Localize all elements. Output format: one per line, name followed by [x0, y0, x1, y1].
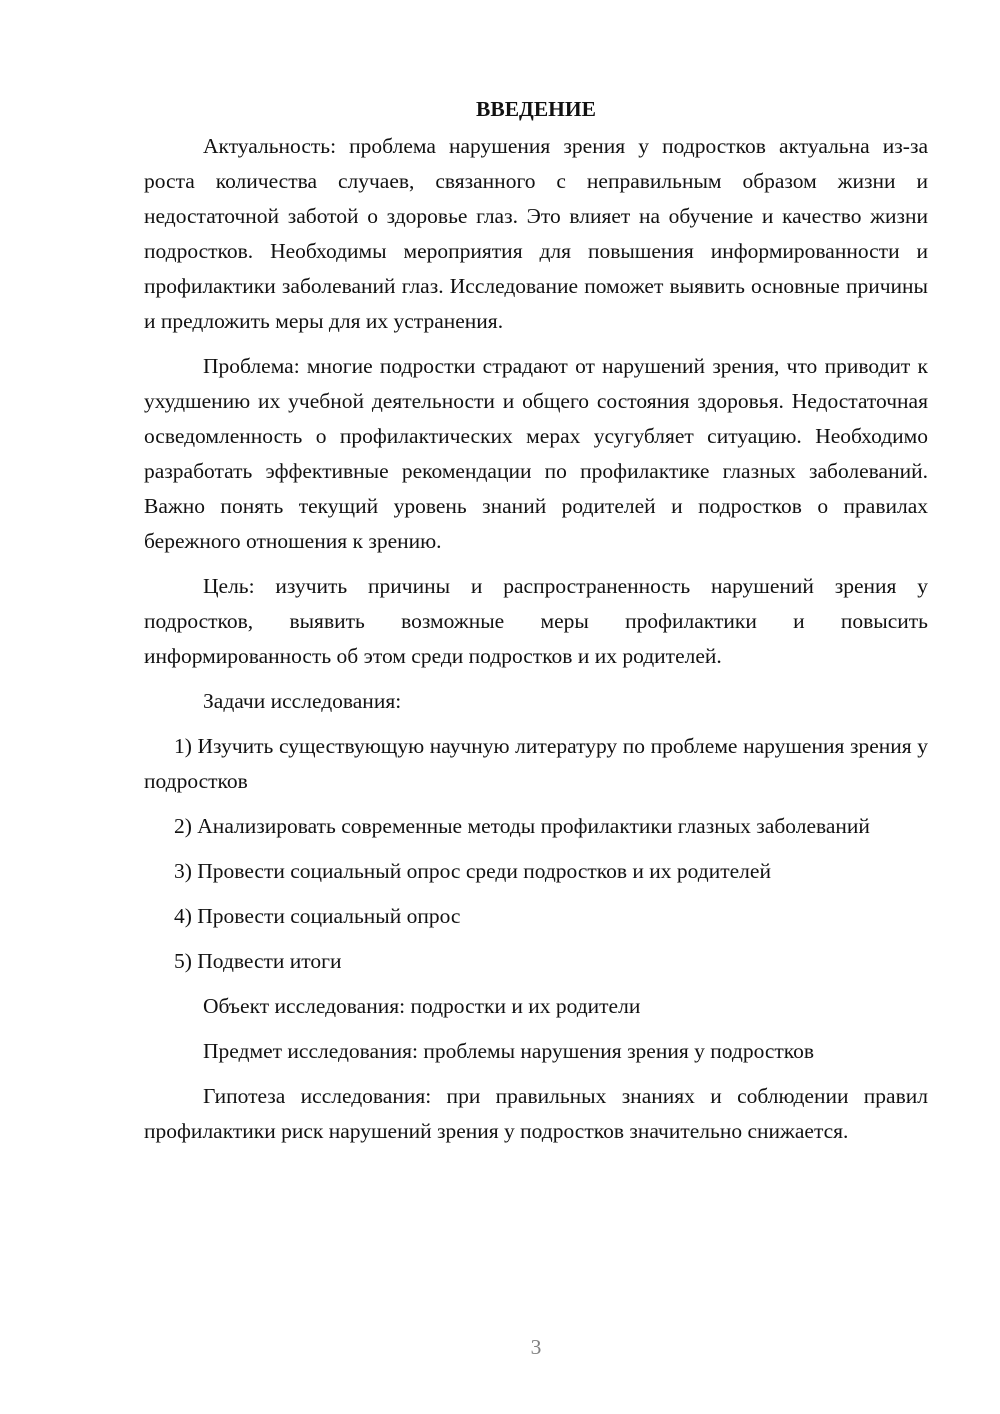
task-item: 5) Подвести итоги	[174, 949, 342, 973]
task-item: 2) Анализировать современные методы профилактики глазных заболеваний	[174, 814, 870, 838]
object-paragraph: Объект исследования: подростки и их родители	[203, 994, 641, 1018]
subject-paragraph: Предмет исследования: проблемы нарушения зрения у подростков	[203, 1039, 815, 1063]
task-item: 4) Провести социальный опрос	[174, 904, 461, 928]
relevance-paragraph: Актуальность: проблема нарушения зрения у подростков актуальна из-за роста количества случаев, связанного с неправильным образом жизни и недостаточной заботой о здоровье глаз. Это влияет на обучение и качество жизни подростков. Необходимы мероприятия для повышения информированности и профилактики заболеваний глаз. Исследование поможет выявить основные причины и предложить меры для их устранения.	[144, 134, 928, 333]
goal-paragraph: Цель: изучить причины и распространенность нарушений зрения у подростков, выявить возможные меры профилактики и повысить информированность об этом среди подростков и их родителей.	[144, 574, 928, 668]
tasks-heading: Задачи исследования:	[203, 689, 402, 713]
section-title: ВВЕДЕНИЕ	[476, 97, 596, 121]
hypothesis-paragraph: Гипотеза исследования: при правильных знаниях и соблюдении правил профилактики риск нарушений зрения у подростков значительно снижается.	[144, 1084, 928, 1143]
tasks-list	[144, 729, 928, 979]
task-item: 1) Изучить существующую научную литературу по проблеме нарушения зрения у подростков	[144, 734, 928, 793]
page-number: 3	[530, 1335, 542, 1359]
task-item: 3) Провести социальный опрос среди подростков и их родителей	[174, 859, 771, 883]
problem-paragraph: Проблема: многие подростки страдают от нарушений зрения, что приводит к ухудшению их учебной деятельности и общего состояния здоровья. Недостаточная осведомленность о профилактических мерах усугубляет ситуацию. Необходимо разработать эффективные рекомендации по профилактике глазных заболеваний. Важно понять текущий уровень знаний родителей и подростков о правилах бережного отношения к зрению.	[144, 354, 928, 553]
document-body	[144, 92, 928, 1159]
